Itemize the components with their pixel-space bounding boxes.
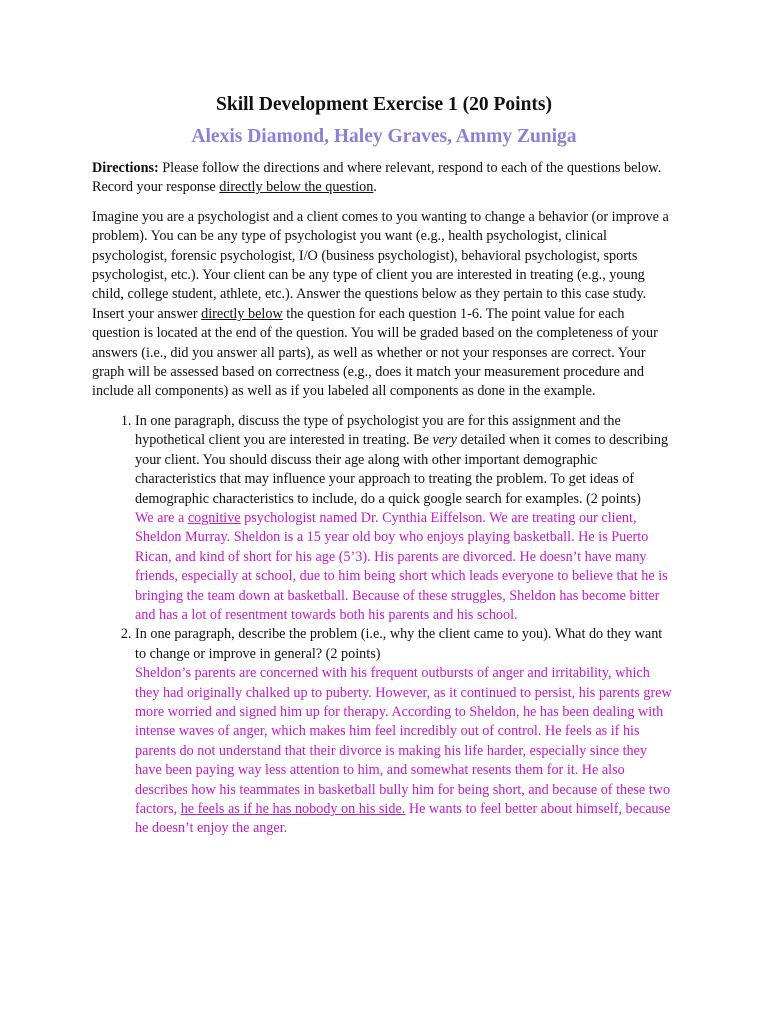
question-2-text-a: In one paragraph, describe the problem (i.e., why the client came to you). What do they want to change or improve in general? (2 points) <box>135 626 663 662</box>
document-title: Skill Development Exercise 1 (20 Points) <box>216 94 552 115</box>
directions-underlined: directly below the question <box>219 179 374 196</box>
question-text-2 <box>135 625 676 664</box>
question-1-emphasis: very <box>432 432 457 449</box>
intro-underlined: directly below <box>201 305 283 322</box>
answer-text-1 <box>135 509 676 625</box>
answer-1-underlined: cognitive <box>187 509 241 526</box>
intro-paragraph <box>92 208 676 402</box>
question-item-1 <box>135 412 676 625</box>
directions-paragraph <box>92 159 676 198</box>
question-item-2 <box>135 625 676 838</box>
answer-2-text-b: He wants to feel better about himself, because he doesn’t enjoy the anger. <box>135 801 671 837</box>
author-names: Alexis Diamond, Haley Graves, Ammy Zuniga <box>191 126 577 147</box>
intro-text-b: the question for each question 1-6. The point value for each question is located at the end of the question. You will be graded based on the completeness of your answers (i.e., did you answer all parts), as well as whether or not your responses are correct. Your graph will be assessed based on correctness (e.g., does it match your measurement procedure and include all components) as well as if you labeled all components as done in the example. <box>92 305 658 400</box>
question-text-1 <box>135 412 676 509</box>
directions-text-b: . <box>373 179 377 196</box>
question-1-text-a: In one paragraph, discuss the type of psychologist you are for this assignment and the hypothetical client you are interested in treating. Be <box>135 412 621 449</box>
answer-1-text-b: psychologist named Dr. Cynthia Eiffelson. We are treating our client, Sheldon Murray. Sheldon is a 15 year old boy who enjoys playing basketball. He is Puerto Rican, and kind of short for his age (5’3). His parents are divorced. He doesn’t have many friends, especially at school, due to him being short which leads everyone to believe that he is bringing the team down at basketball. Because of these struggles, Sheldon has become bitter and has a lot of resentment towards both his parents and his school. <box>135 509 668 623</box>
answer-1-text-a: We are a <box>135 509 188 526</box>
answer-2-underlined: he feels as if he has nobody on his side. <box>180 801 406 817</box>
directions-text-a: Please follow the directions and where relevant, respond to each of the questions below. Record your response <box>92 160 662 196</box>
question-list <box>92 412 676 839</box>
question-1-text-b: detailed when it comes to describing your client. You should discuss their age along with other important demographic characteristics that may influence your approach to treating the problem. To get ideas of demographic characteristics to include, do a quick google search for examples. (2 points) <box>135 432 669 507</box>
answer-text-2 <box>135 664 676 839</box>
intro-text-a: Imagine you are a psychologist and a client comes to you wanting to change a behavior (or improve a problem). You can be any type of psychologist you want (e.g., health psychologist, clinical psychologist, forensic psychologist, I/O (business psychologist), behavioral psychologist, sports psychologist, etc.). Your client can be any type of client you are interested in treating (e.g., young child, college student, athlete, etc.). Answer the questions below as they pertain to this case study. Insert your answer <box>92 208 669 322</box>
answer-2-text-a: Sheldon’s parents are concerned with his frequent outbursts of anger and irritability, which they had originally chalked up to puberty. However, as it continued to persist, his parents grew more worried and signed him up for therapy. According to Sheldon, he has been dealing with intense waves of anger, which makes him feel incredibly out of control. He feels as if his parents do not understand that their divorce is making his life harder, especially since they have been paying way less attention to him, and somewhat resents them for it. He also describes how his teammates in basketball bully him for being short, and because of these two factors, <box>135 665 672 817</box>
directions-label: Directions: <box>92 160 159 176</box>
